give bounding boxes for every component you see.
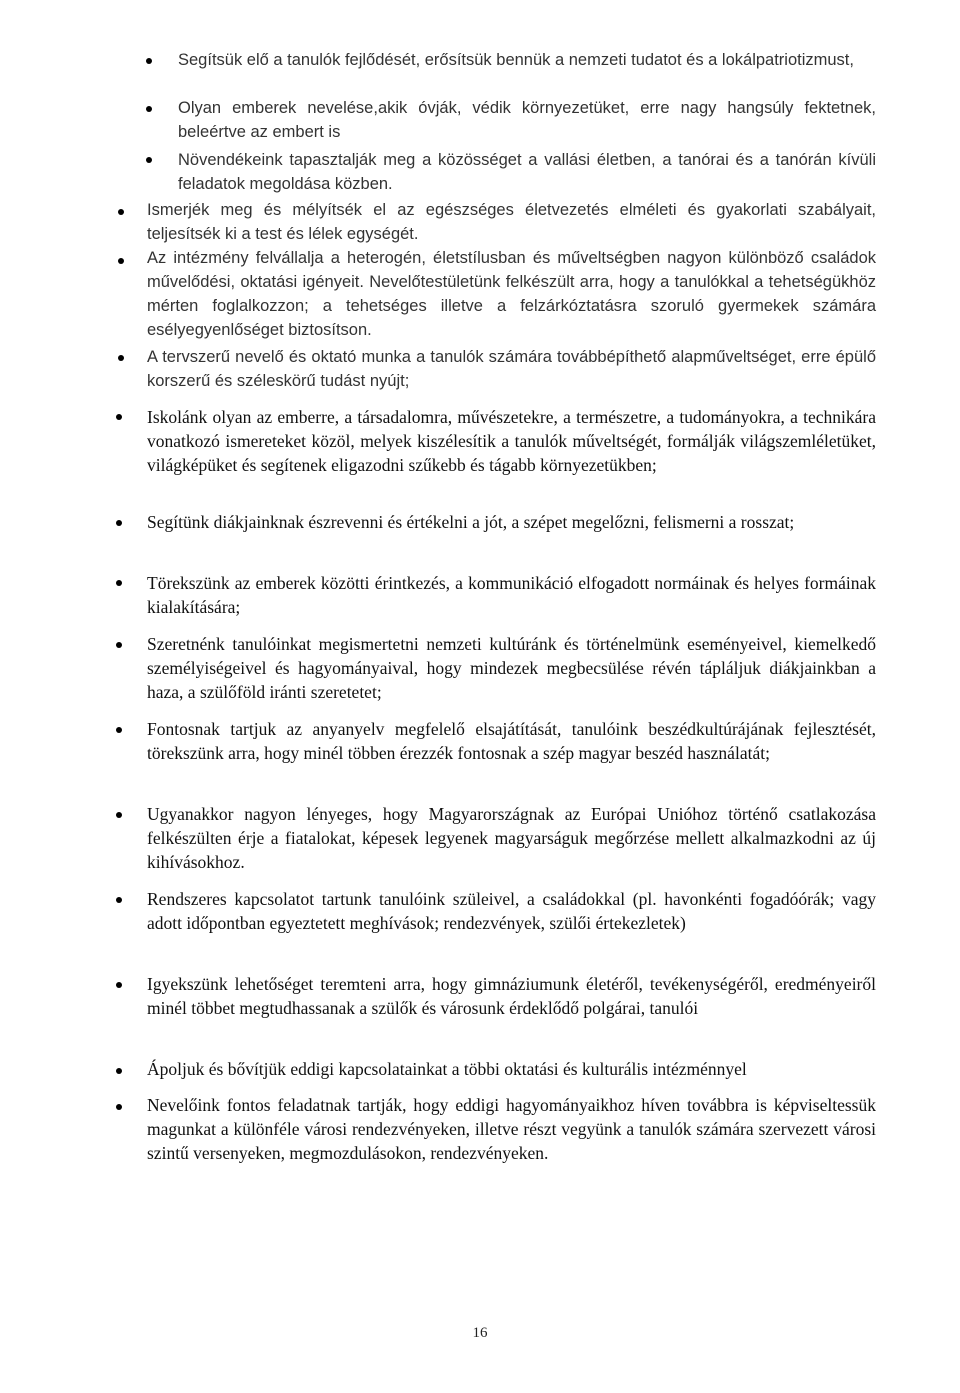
list-item-text: Ismerjék meg és mélyítsék el az egészséges életvezetés elméleti és gyakorlati szabályait, teljesítsék ki a test és lélek egységét. (147, 201, 876, 243)
bullet-icon (116, 1104, 122, 1110)
page-number: 16 (472, 1325, 488, 1341)
list-item-text: A tervszerű nevelő és oktató munka a tanulók számára továbbépíthető alapműveltséget, erre épülő korszerű és széleskörű tudást nyújt; (147, 348, 876, 390)
list-item-text: Nevelőink fontos feladatnak tartják, hogy eddigi hagyományaikhoz híven továbbra is képviseltessük magunkat a különféle városi rendezvényeken, illetve részt vegyünk a tanulók számára szervezett városi szintű versenyeken, megmozdulásokon, rendezvényeken. (147, 1095, 876, 1163)
list-item-text: Iskolánk olyan az emberre, a társadalomra, művészetekre, a természetre, a tudományokra, a technikára vonatkozó ismereteket közöl, melyek kiszélesítik a tanulók műveltségét, formálják világszemléletüket, világképüket és segítenek eligazodni szűkebb és tágabb környezetükben; (147, 407, 876, 475)
bullet-icon (116, 520, 122, 526)
list-item-text: Segítsük elő a tanulók fejlődését, erősítsük bennük a nemzeti tudatot és a lokálpatriotizmust, (178, 51, 854, 69)
bullet-icon (116, 580, 122, 586)
list-item-text: Olyan emberek nevelése,akik óvják, védik környezetüket, erre nagy hangsúly fektetnek, beleértve az embert is (178, 99, 876, 141)
list-item-text: Ápoljuk és bővítjük eddigi kapcsolatainkat a többi oktatási és kulturális intézménnyel (147, 1059, 747, 1079)
bullet-icon (146, 157, 152, 163)
list-item-text: Az intézmény felvállalja a heterogén, életstílusban és műveltségben nagyon különböző családok művelődési, oktatási igényeit. Nevelőtestületünk felkészült arra, hogy a tanulókkal a tehetségükhöz mérten foglalkozzon; a tehetséges illetve a felzárkóztatásra szoruló gyermekek számára esélyegyenlőséget biztosítson. (147, 249, 876, 339)
bullet-icon (116, 812, 122, 818)
bullet-icon (116, 727, 122, 733)
list-item-text: Fontosnak tartjuk az anyanyelv megfelelő elsajátítását, tanulóink beszédkultúrájának fejlesztését, törekszünk arra, hogy minél többen érezzék fontosnak a szép magyar beszéd használatát; (147, 719, 876, 763)
bullet-icon (116, 414, 122, 420)
bullet-icon (146, 58, 152, 64)
list-item-text: Igyekszünk lehetőséget teremteni arra, hogy gimnáziumunk életéről, tevékenységéről, eredményeiről minél többet megtudhassanak a szülők és városunk érdeklődő polgárai, tanulói (147, 974, 876, 1018)
bullet-icon (116, 982, 122, 988)
list-item-text: Segítünk diákjainknak észrevenni és értékelni a jót, a szépet megelőzni, felismerni a rosszat; (147, 512, 795, 532)
list-item-text: Rendszeres kapcsolatot tartunk tanulóink szüleivel, a családokkal (pl. havonkénti fogadóórák; vagy adott időpontban egyeztetett meghívások; rendezvények, szülői értekezletek) (147, 889, 876, 933)
bullet-icon (118, 209, 124, 215)
list-item-text: Szeretnénk tanulóinkat megismertetni nemzeti kultúránk és történelmünk eseményeivel, kiemelkedő személyiségeivel és hagyományaival, hogy mindezek megbecsülése révén tápláljuk diákjainkban a haza, a szülőföld iránti szeretetet; (147, 634, 876, 702)
bullet-icon (118, 355, 124, 361)
bullet-icon (116, 1068, 122, 1074)
bullet-icon (146, 106, 152, 112)
bullet-icon (118, 258, 124, 264)
list-item-text: Törekszünk az emberek közötti érintkezés, a kommunikáció elfogadott normáinak és helyes formáinak kialakítására; (147, 573, 876, 617)
bullet-icon (116, 642, 122, 648)
list-item-text: Növendékeink tapasztalják meg a közösséget a vallási életben, a tanórai és a tanórán kívüli feladatok megoldása közben. (178, 151, 876, 193)
bullet-icon (116, 897, 122, 903)
list-item-text: Ugyanakkor nagyon lényeges, hogy Magyarországnak az Európai Unióhoz történő csatlakozása felkészülten érje a fiatalokat, képesek legyenek magyarságuk megőrzése mellett alkalmazkodni az új kihívásokhoz. (147, 804, 876, 872)
